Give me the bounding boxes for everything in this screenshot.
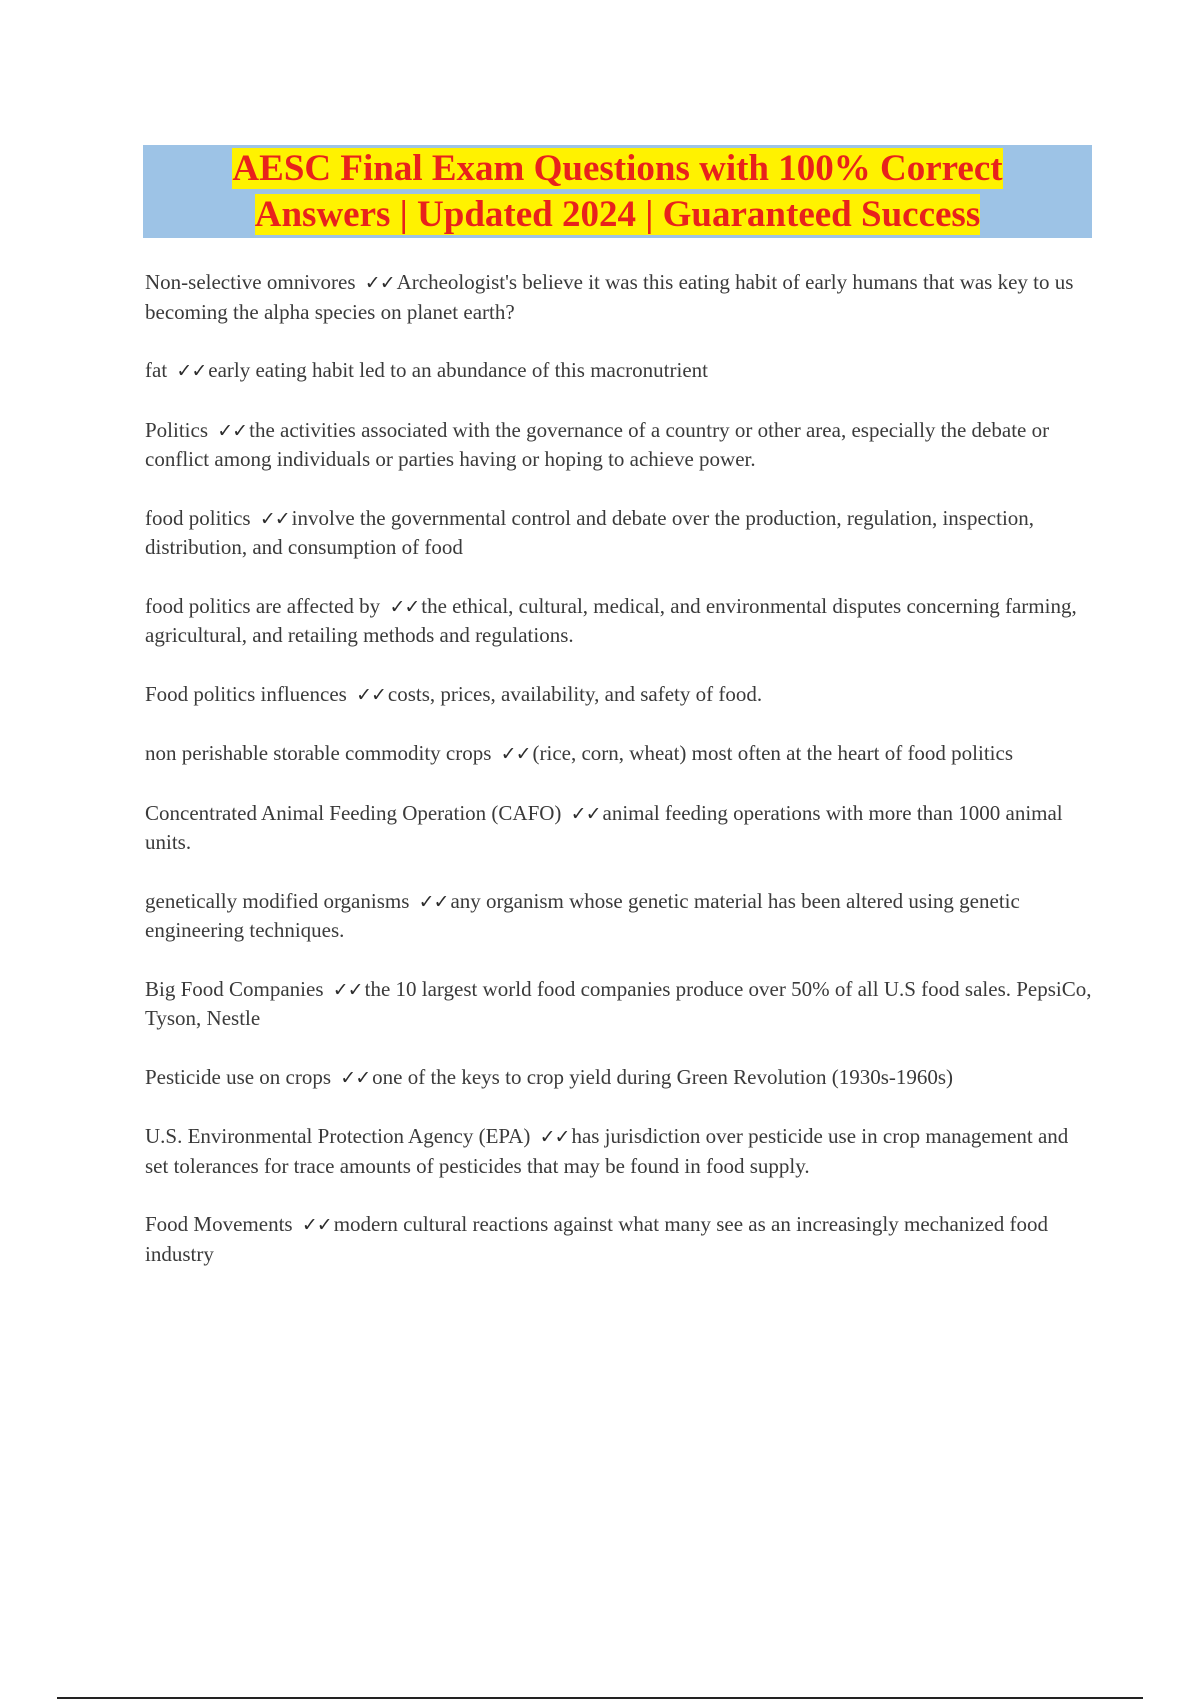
double-check-icon: ✓✓ bbox=[539, 1126, 570, 1148]
qa-term: food politics are affected by bbox=[145, 593, 381, 618]
qa-term: food politics bbox=[145, 505, 251, 530]
double-check-icon: ✓✓ bbox=[500, 743, 531, 765]
qa-answer: any organism whose genetic material has been altered using genetic engineering techniques. bbox=[145, 888, 1020, 942]
qa-item bbox=[145, 680, 1095, 710]
qa-item bbox=[145, 1210, 1095, 1268]
title-banner bbox=[143, 145, 1092, 238]
qa-answer: one of the keys to crop yield during Green Revolution (1930s-1960s) bbox=[372, 1064, 954, 1089]
qa-answer: the 10 largest world food companies produce over 50% of all U.S food sales. PepsiCo, Tyson, Nestle bbox=[145, 976, 1092, 1030]
qa-term: Non-selective omnivores bbox=[145, 270, 356, 294]
double-check-icon: ✓✓ bbox=[259, 507, 290, 530]
document-title: AESC Final Exam Questions with 100% Correct Answers | Updated 2024 | Guaranteed Success bbox=[232, 148, 1003, 235]
qa-item bbox=[145, 1122, 1095, 1180]
qa-term: U.S. Environmental Protection Agency (EPA) bbox=[145, 1124, 531, 1148]
qa-term: non perishable storable commodity crops bbox=[145, 741, 492, 765]
qa-term: Food politics influences bbox=[145, 681, 347, 706]
qa-item bbox=[145, 268, 1095, 326]
qa-answer: animal feeding operations with more than 1000 animal units. bbox=[145, 800, 1063, 854]
qa-item bbox=[145, 416, 1095, 474]
qa-answer: involve the governmental control and debate over the production, regulation, inspection, distribution, and consumption of food bbox=[145, 505, 1035, 559]
double-check-icon: ✓✓ bbox=[332, 978, 363, 1001]
qa-term: genetically modified organisms bbox=[145, 888, 410, 913]
qa-item bbox=[145, 356, 1095, 386]
qa-answer: costs, prices, availability, and safety of food. bbox=[387, 681, 763, 706]
qa-item bbox=[145, 1063, 1095, 1093]
qa-answer: the ethical, cultural, medical, and environmental disputes concerning farming, agricultural, and retailing methods and regulations. bbox=[145, 593, 1077, 647]
qa-term: Politics bbox=[145, 417, 209, 442]
double-check-icon: ✓✓ bbox=[301, 1214, 332, 1236]
qa-answer: has jurisdiction over pesticide use in crop management and set tolerances for trace amounts of pesticides that may be found in food supply. bbox=[145, 1124, 1069, 1178]
qa-term: Concentrated Animal Feeding Operation (CAFO) bbox=[145, 800, 562, 825]
double-check-icon: ✓✓ bbox=[340, 1066, 371, 1089]
qa-answer: Archeologist's believe it was this eating habit of early humans that was key to us becoming the alpha species on planet earth? bbox=[145, 270, 1074, 324]
qa-item bbox=[145, 592, 1095, 650]
double-check-icon: ✓✓ bbox=[418, 890, 449, 913]
qa-item bbox=[145, 975, 1095, 1033]
double-check-icon: ✓✓ bbox=[364, 272, 395, 294]
qa-answer: modern cultural reactions against what many see as an increasingly mechanized food industry bbox=[145, 1212, 1049, 1266]
double-check-icon: ✓✓ bbox=[176, 360, 207, 382]
qa-answer: the activities associated with the governance of a country or other area, especially the debate or conflict among individuals or parties having or hoping to achieve power. bbox=[145, 417, 1050, 471]
qa-answer: (rice, corn, wheat) most often at the heart of food politics bbox=[532, 741, 1014, 765]
qa-item bbox=[145, 887, 1095, 945]
qa-term: Pesticide use on crops bbox=[145, 1064, 332, 1089]
double-check-icon: ✓✓ bbox=[389, 595, 420, 618]
qa-answer: early eating habit led to an abundance of this macronutrient bbox=[208, 358, 708, 382]
qa-item bbox=[145, 739, 1095, 769]
qa-term: Food Movements bbox=[145, 1212, 293, 1236]
double-check-icon: ✓✓ bbox=[570, 802, 601, 825]
qa-item bbox=[145, 504, 1095, 562]
qa-list bbox=[145, 268, 1095, 1298]
footer-divider bbox=[57, 1697, 1143, 1699]
qa-term: fat bbox=[145, 358, 168, 382]
double-check-icon: ✓✓ bbox=[356, 683, 386, 706]
qa-item bbox=[145, 799, 1095, 857]
double-check-icon: ✓✓ bbox=[217, 419, 248, 442]
qa-term: Big Food Companies bbox=[145, 976, 324, 1001]
